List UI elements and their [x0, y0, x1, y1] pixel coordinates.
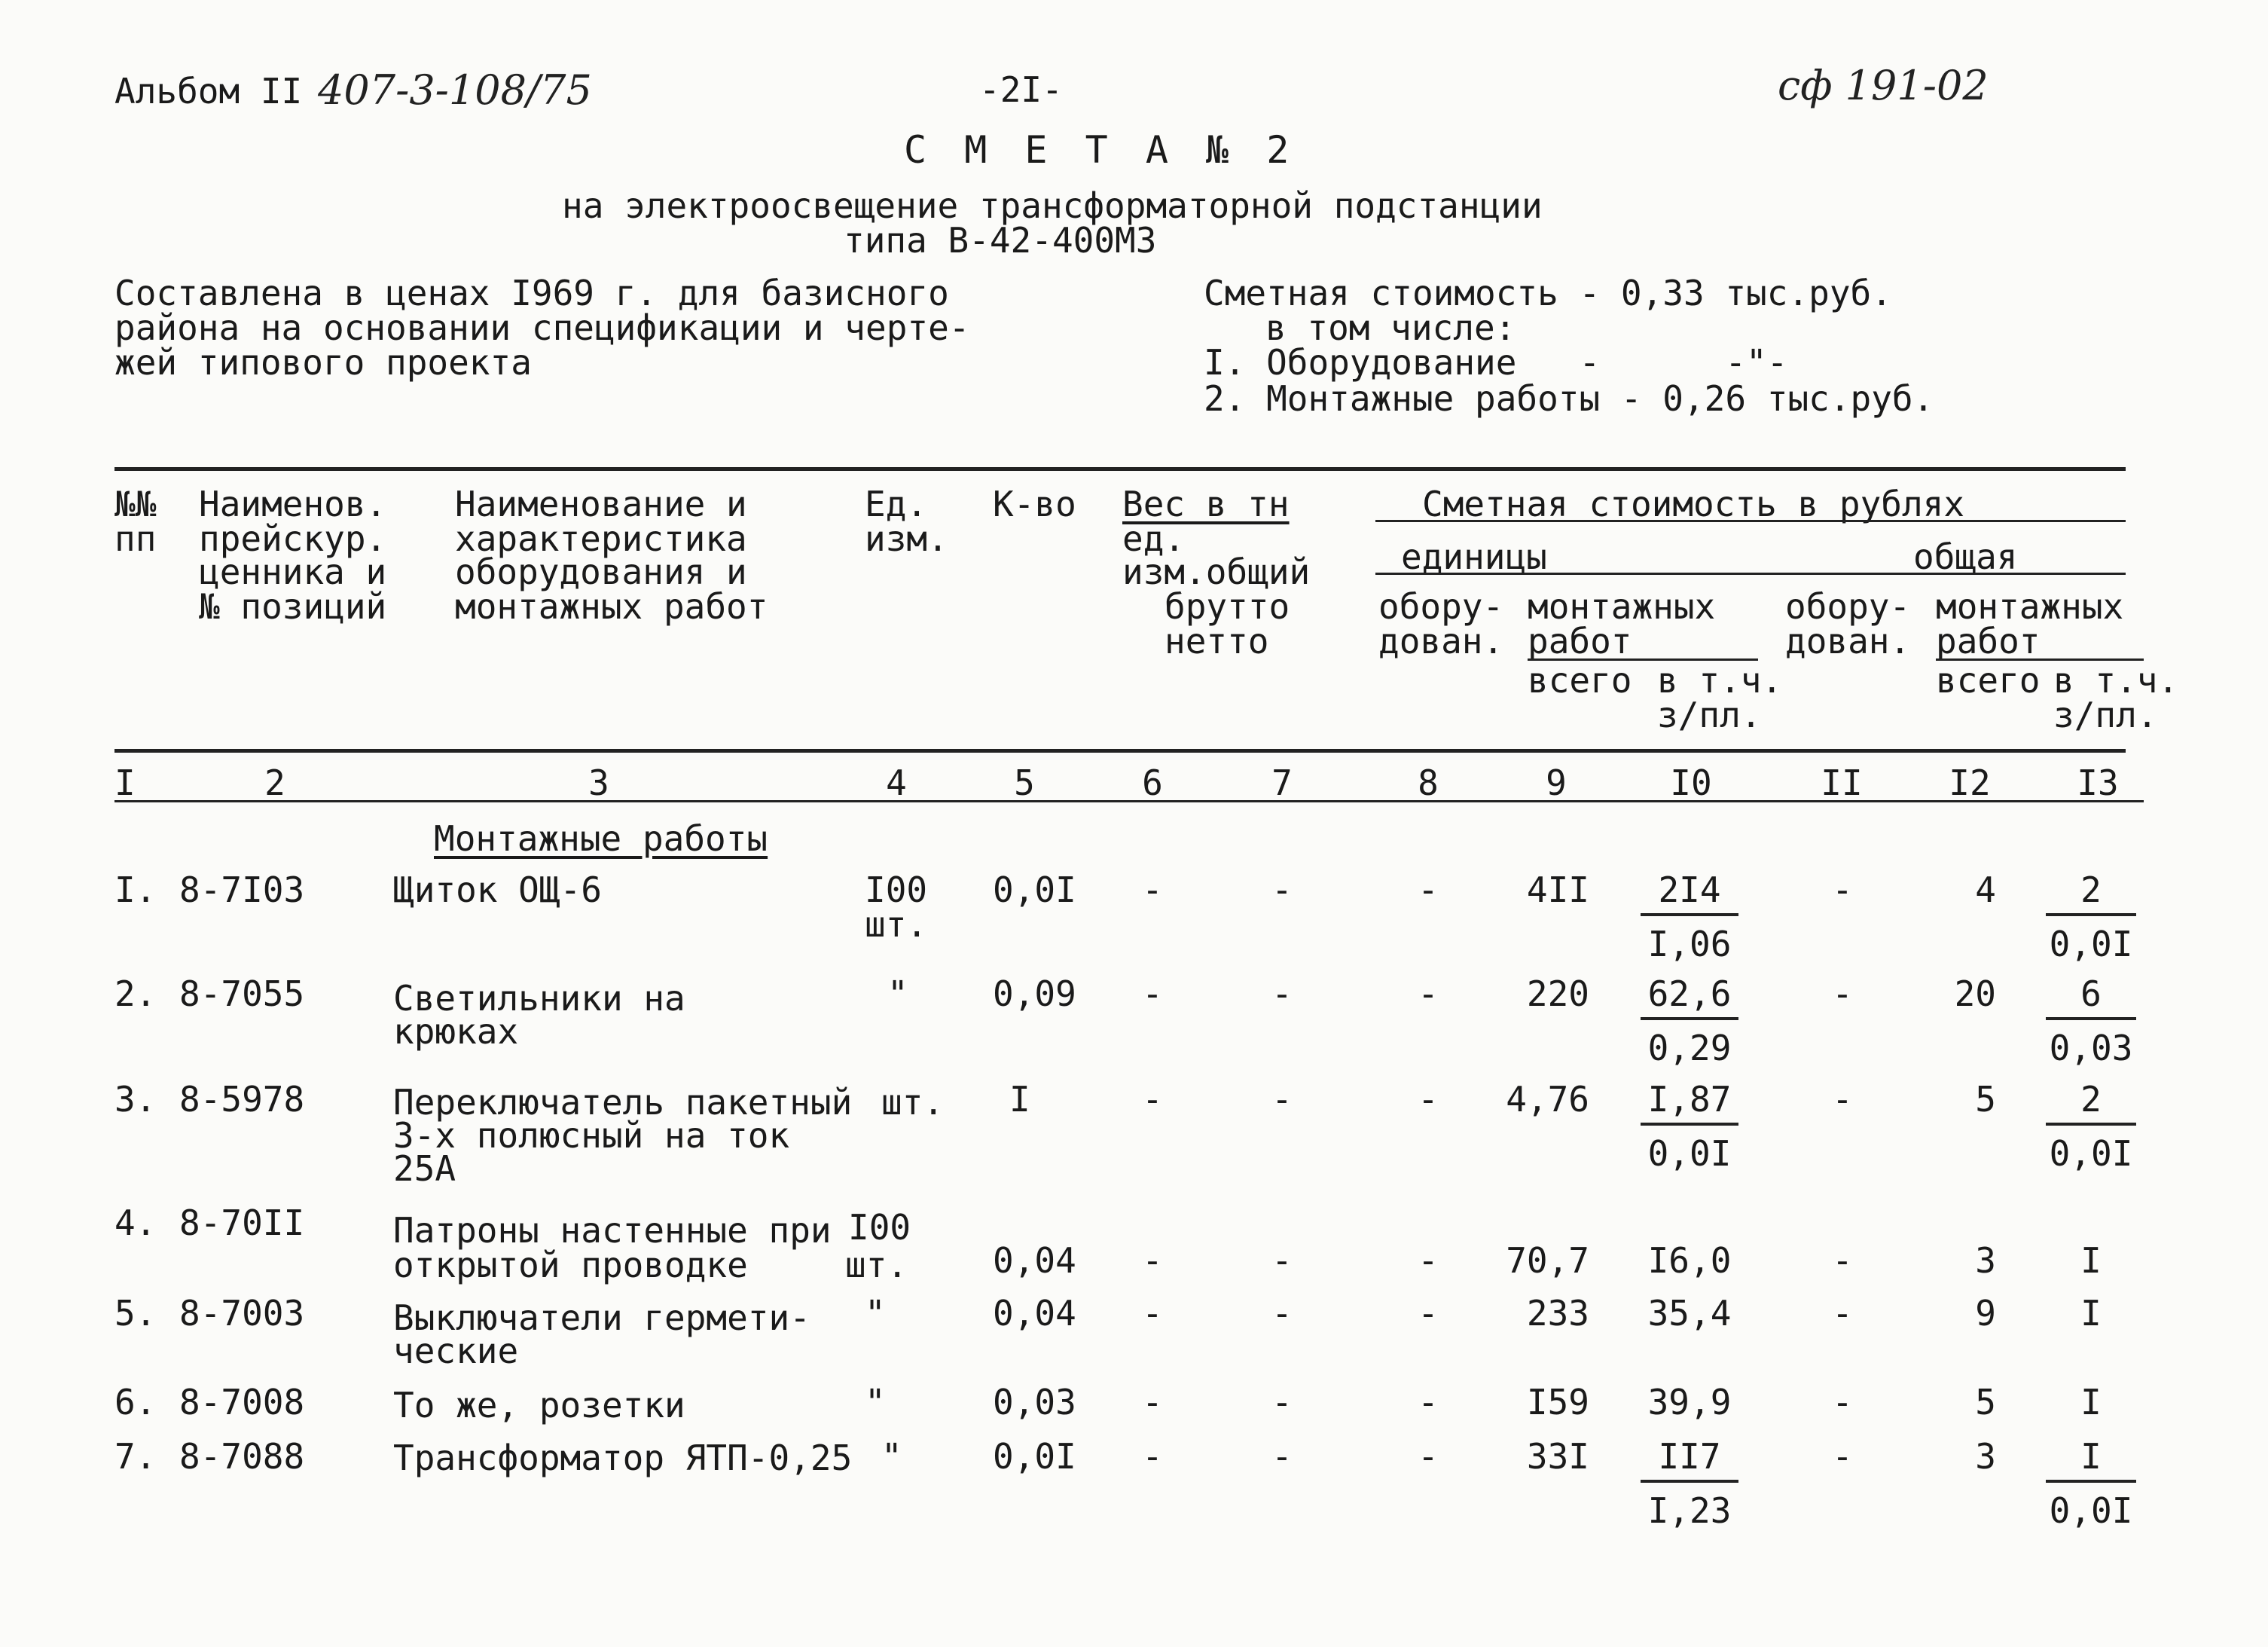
row-unit: "	[887, 973, 908, 1014]
row-weight-unit: -	[1142, 869, 1163, 910]
row-unit-mount-all: 233	[1526, 1293, 1589, 1334]
row-number: 2.	[114, 973, 157, 1014]
row-weight-unit: -	[1142, 1293, 1163, 1334]
row-total-mount-incl-den: 0,0I	[2049, 1490, 2133, 1531]
row-weight-total: -	[1271, 1240, 1293, 1281]
row-unit-mount-incl-num: 2I4	[1641, 872, 1738, 916]
row-unit-mount-incl-den: I,23	[1647, 1490, 1732, 1531]
row-total-mount-incl	[2046, 1079, 2136, 1174]
intro-left-line2: района на основании спецификации и черте-	[114, 307, 970, 348]
row-name-line1: Выключатели гермети-	[393, 1297, 810, 1338]
row-total-equip: -	[1832, 1436, 1853, 1477]
colnum-12: I2	[1949, 762, 1991, 803]
table-top-rule	[114, 467, 2126, 471]
row-total-mount-incl-den: 0,03	[2049, 1028, 2133, 1068]
row-unit-equip: -	[1418, 973, 1439, 1014]
row-number: 5.	[114, 1293, 157, 1334]
intro-right-line4: 2. Монтажные работы - 0,26 тыс.руб.	[1204, 378, 1934, 419]
row-unit-mount-incl-den: I,06	[1647, 924, 1732, 964]
row-total-mount-all: 3	[1975, 1436, 1996, 1477]
header-unit-mount-incl-line1: в т.ч.	[1657, 660, 1783, 701]
archive-stamp-handwritten: сф 191-02	[1778, 62, 1989, 109]
row-unit: "	[865, 1382, 886, 1422]
row-total-equip: -	[1832, 1240, 1853, 1281]
header-col4-line1: Ед.	[865, 484, 928, 524]
row-total-mount-all: 5	[1975, 1382, 1996, 1422]
colnum-4: 4	[886, 762, 907, 803]
row-weight-unit: -	[1142, 1436, 1163, 1477]
row-total-equip: -	[1832, 1079, 1853, 1120]
colnum-10: I0	[1670, 762, 1712, 803]
row-unit-mount-incl	[1641, 869, 1738, 964]
colnum-13: I3	[2077, 762, 2119, 803]
header-unit-equip-line2: дован.	[1378, 621, 1504, 662]
header-total-mount-incl-line2: з/пл.	[2053, 695, 2158, 735]
header-total-equip-line1: обору-	[1785, 586, 1911, 627]
header-col4-line2: изм.	[865, 518, 948, 559]
row-unit-line1: I00	[865, 869, 928, 910]
row-name-line2: ческие	[393, 1331, 519, 1371]
header-col2-line1: Наименов.	[199, 484, 387, 524]
document-subtitle-line1: на электроосвещение трансформаторной подстанции	[562, 185, 1543, 226]
header-col1-line1: №№	[114, 484, 157, 524]
row-name-line2: крюках	[393, 1011, 519, 1052]
row-qty: 0,0I	[993, 869, 1076, 910]
row-weight-total: -	[1271, 973, 1293, 1014]
header-col2-line4: № позиций	[199, 586, 387, 627]
row-name-line1: Патроны настенные при	[393, 1210, 832, 1251]
intro-right-line1: Сметная стоимость - 0,33 тыс.руб.	[1204, 273, 1892, 313]
row-total-mount-incl-den: 0,0I	[2049, 924, 2133, 964]
document-subtitle-line2: типа В-42-400МЗ	[844, 220, 1157, 261]
intro-right-line2: в том числе:	[1265, 307, 1516, 348]
row-unit-mount-incl-num: I,87	[1641, 1082, 1738, 1126]
colnum-8: 8	[1418, 762, 1439, 803]
colnum-11: II	[1821, 762, 1863, 803]
row-unit-equip: -	[1418, 1436, 1439, 1477]
header-col1-line2: пп	[114, 518, 157, 559]
row-unit-mount-all: 4II	[1526, 869, 1589, 910]
row-name: То же, розетки	[393, 1385, 685, 1425]
colnum-7: 7	[1271, 762, 1293, 803]
header-weight-line4: нетто	[1165, 621, 1269, 662]
row-qty: I	[1009, 1079, 1030, 1120]
colnum-1: I	[114, 762, 136, 803]
header-unit-mount-line2: работ	[1528, 621, 1632, 662]
row-code: 8-70II	[179, 1202, 305, 1243]
row-number: 7.	[114, 1436, 157, 1477]
row-unit-mount-incl	[1641, 1079, 1738, 1174]
intro-left-line1: Составлена в ценах I969 г. для базисного	[114, 273, 949, 313]
row-total-equip: -	[1832, 1382, 1853, 1422]
row-code: 8-7055	[179, 973, 305, 1014]
row-total-mount-all: 20	[1954, 973, 1996, 1014]
colnum-5: 5	[1014, 762, 1035, 803]
row-qty: 0,04	[993, 1293, 1076, 1334]
header-total-mount-line1: монтажных	[1936, 586, 2124, 627]
row-unit-equip: -	[1418, 1240, 1439, 1281]
row-number: 3.	[114, 1079, 157, 1120]
row-weight-total: -	[1271, 1293, 1293, 1334]
row-weight-unit: -	[1142, 1240, 1163, 1281]
row-unit-line1: I00	[848, 1207, 911, 1248]
row-unit-mount-all: 70,7	[1506, 1240, 1589, 1281]
row-unit-mount-all: 220	[1526, 973, 1589, 1014]
header-col3-line1: Наименование и	[455, 484, 747, 524]
header-unit-mount-all: всего	[1528, 660, 1632, 701]
document-title: С М Е Т А № 2	[904, 128, 1297, 172]
colnum-rule	[114, 800, 2144, 802]
header-col3-line3: оборудования и	[455, 552, 747, 592]
page-number: -2I-	[979, 69, 1063, 110]
row-weight-unit: -	[1142, 1079, 1163, 1120]
colnum-6: 6	[1142, 762, 1163, 803]
row-unit-mount-all: 33I	[1526, 1436, 1589, 1477]
row-unit-mount-incl: 35,4	[1647, 1293, 1732, 1334]
row-number: 6.	[114, 1382, 157, 1422]
row-total-mount-incl	[2046, 869, 2136, 964]
header-weight-line1: ед.	[1122, 518, 1186, 559]
row-weight-total: -	[1271, 1079, 1293, 1120]
header-unit-mount-incl-line2: з/пл.	[1657, 695, 1762, 735]
row-qty: 0,04	[993, 1240, 1076, 1281]
row-number: 4.	[114, 1202, 157, 1243]
row-total-mount-incl	[2046, 1436, 2136, 1531]
header-total-group: общая	[1913, 536, 2018, 577]
header-weight-top: Вес в тн	[1122, 484, 1290, 524]
row-unit: "	[881, 1436, 902, 1477]
row-total-mount-all: 5	[1975, 1079, 1996, 1120]
row-code: 8-7008	[179, 1382, 305, 1422]
row-weight-unit: -	[1142, 1382, 1163, 1422]
row-qty: 0,09	[993, 973, 1076, 1014]
cost-group-rule	[1375, 520, 2126, 522]
row-code: 8-5978	[179, 1079, 305, 1120]
row-unit-equip: -	[1418, 1293, 1439, 1334]
row-unit: шт.	[881, 1082, 945, 1123]
row-weight-total: -	[1271, 1436, 1293, 1477]
header-col2-line3: ценника и	[199, 552, 387, 592]
row-unit-mount-incl-num: II7	[1641, 1439, 1738, 1483]
row-name-line2: открытой проводке	[393, 1245, 748, 1285]
row-name-line3: 25А	[393, 1148, 456, 1189]
row-unit-mount-incl-den: 0,0I	[1647, 1133, 1732, 1174]
row-unit-mount-incl	[1641, 1436, 1738, 1531]
subgroup-rule	[1375, 573, 2126, 575]
row-unit-mount-all: 4,76	[1506, 1079, 1589, 1120]
row-unit-mount-incl-num: 62,6	[1641, 976, 1738, 1020]
row-total-mount-all: 9	[1975, 1293, 1996, 1334]
header-cost-group: Сметная стоимость в рублях	[1422, 484, 1965, 524]
header-weight-line2: изм.общий	[1122, 552, 1311, 592]
colnum-9: 9	[1546, 762, 1567, 803]
row-name-line1: Светильники на	[393, 978, 685, 1019]
row-total-equip: -	[1832, 1293, 1853, 1334]
colnum-3: 3	[588, 762, 609, 803]
row-total-equip: -	[1832, 869, 1853, 910]
row-unit-mount-all: I59	[1526, 1382, 1589, 1422]
row-total-mount-incl-num: 6	[2046, 976, 2136, 1020]
row-code: 8-7088	[179, 1436, 305, 1477]
row-unit-line2: шт.	[865, 904, 928, 945]
row-unit-mount-incl-den: 0,29	[1647, 1028, 1732, 1068]
header-col3-line2: характеристика	[455, 518, 747, 559]
row-weight-total: -	[1271, 1382, 1293, 1422]
row-total-mount-incl-den: 0,0I	[2049, 1133, 2133, 1174]
row-total-mount-all: 3	[1975, 1240, 1996, 1281]
header-total-mount-all: всего	[1936, 660, 2041, 701]
header-weight-line3: брутто	[1165, 586, 1290, 627]
row-qty: 0,03	[993, 1382, 1076, 1422]
row-total-mount-all: 4	[1975, 869, 1996, 910]
section-title: Монтажные работы	[434, 818, 768, 859]
row-name-line2: 3-х полюсный на ток	[393, 1115, 790, 1156]
row-name-line1: Переключатель пакетный	[393, 1082, 853, 1123]
album-code-handwritten: 407-3-108/75	[318, 66, 592, 114]
intro-left-line3: жей типового проекта	[114, 342, 532, 383]
row-code: 8-7I03	[179, 869, 305, 910]
header-total-mount-incl-line1: в т.ч.	[2053, 660, 2179, 701]
colnum-2: 2	[264, 762, 285, 803]
header-col3-line4: монтажных работ	[455, 586, 768, 627]
header-total-mount-line2: работ	[1936, 621, 2041, 662]
header-unit-group: единицы	[1401, 536, 1547, 577]
header-total-equip-line2: дован.	[1785, 621, 1911, 662]
row-unit-equip: -	[1418, 869, 1439, 910]
row-total-mount-incl: I	[2080, 1240, 2102, 1281]
header-unit-mount-line1: монтажных	[1528, 586, 1716, 627]
row-name: Щиток ОЩ-6	[393, 869, 602, 910]
header-unit-equip-line1: обору-	[1378, 586, 1504, 627]
row-total-mount-incl: I	[2080, 1382, 2102, 1422]
row-name: Трансформатор ЯТП-0,25	[393, 1438, 853, 1478]
row-total-mount-incl-num: I	[2046, 1439, 2136, 1483]
row-unit: "	[865, 1293, 886, 1334]
row-weight-unit: -	[1142, 973, 1163, 1014]
row-unit-mount-incl: I6,0	[1647, 1240, 1732, 1281]
header-bottom-rule	[114, 749, 2126, 753]
header-col5: К-во	[993, 484, 1076, 524]
album-label: Альбом II	[114, 71, 303, 112]
row-total-mount-incl: I	[2080, 1293, 2102, 1334]
row-weight-total: -	[1271, 869, 1293, 910]
intro-right-line3: I. Оборудование - -"-	[1204, 342, 1788, 383]
row-total-mount-incl-num: 2	[2046, 872, 2136, 916]
row-number: I.	[114, 869, 157, 910]
row-unit-mount-incl	[1641, 973, 1738, 1068]
row-unit-equip: -	[1418, 1079, 1439, 1120]
row-unit-mount-incl: 39,9	[1647, 1382, 1732, 1422]
header-col2-line2: прейскур.	[199, 518, 387, 559]
row-total-equip: -	[1832, 973, 1853, 1014]
row-code: 8-7003	[179, 1293, 305, 1334]
row-unit-equip: -	[1418, 1382, 1439, 1422]
row-qty: 0,0I	[993, 1436, 1076, 1477]
row-total-mount-incl	[2046, 973, 2136, 1068]
row-unit-line2: шт.	[845, 1245, 908, 1285]
row-total-mount-incl-num: 2	[2046, 1082, 2136, 1126]
